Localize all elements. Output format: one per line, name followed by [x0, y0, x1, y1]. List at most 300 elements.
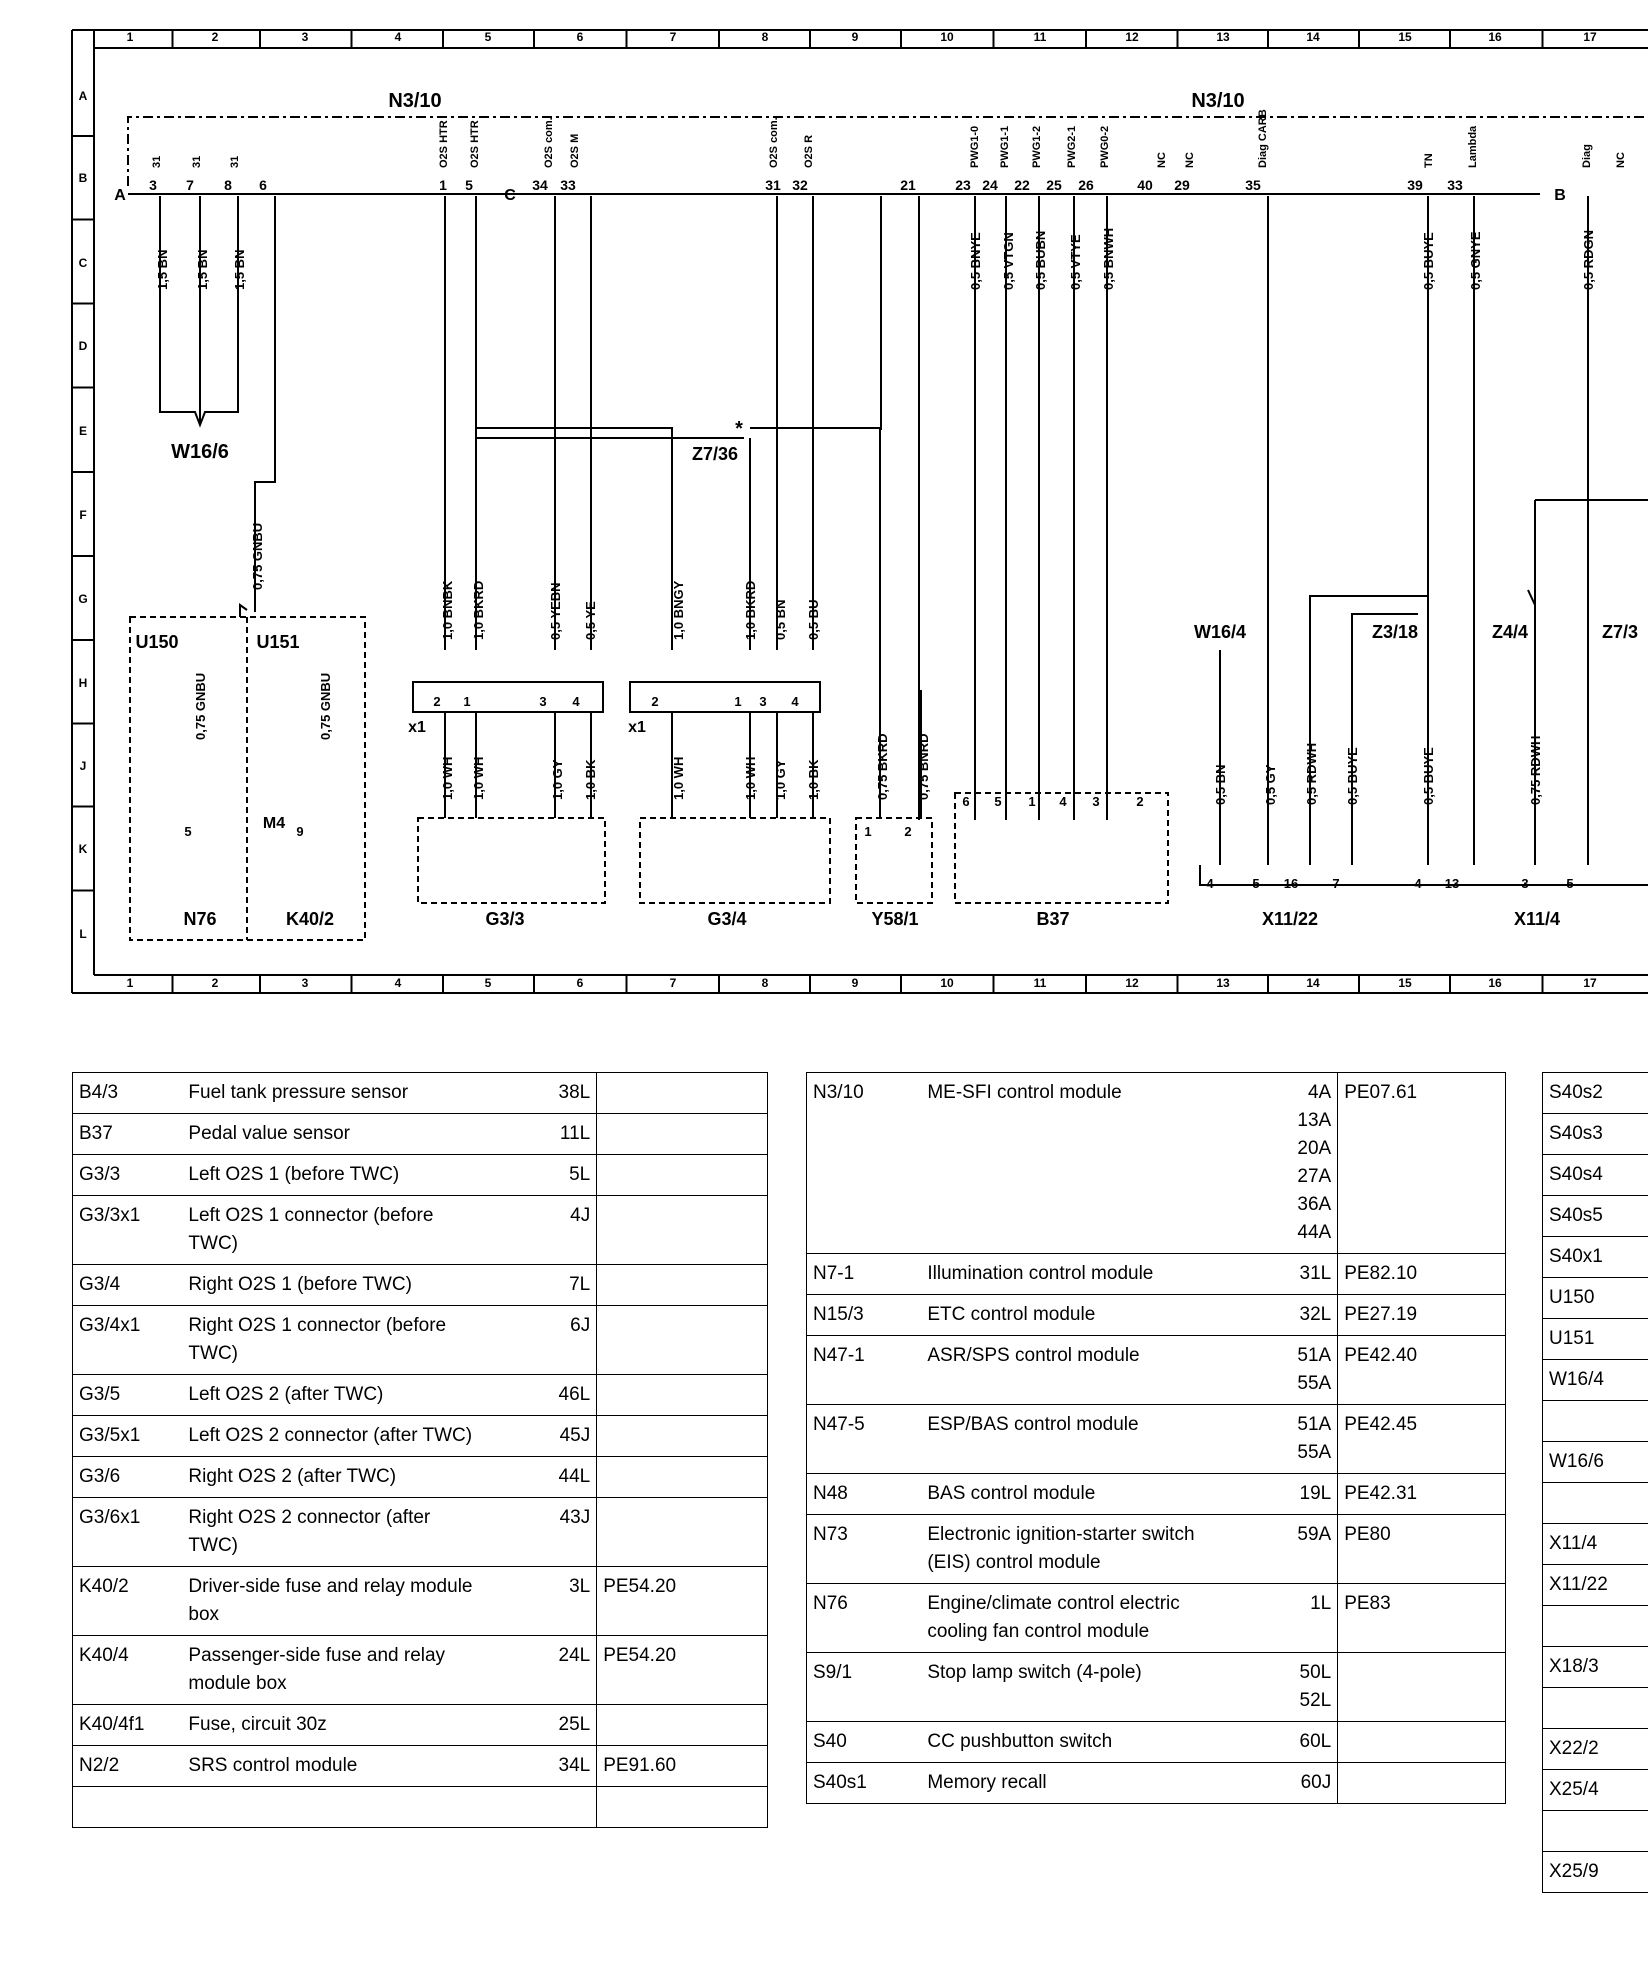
pin-number: 35	[1245, 177, 1261, 193]
pin-number: 32	[792, 177, 808, 193]
legend-code: G3/4	[73, 1265, 183, 1306]
legend-grid-ref-line: 36A	[1297, 1194, 1332, 1215]
pin-function-label: O2S HTR	[438, 120, 450, 168]
terminal-pin-label: 4	[791, 694, 799, 709]
legend-grid-ref	[537, 1746, 597, 1787]
terminal-pin-label: 5	[184, 824, 192, 839]
legend-description	[921, 1653, 1265, 1722]
wire-label: 0,5 BU	[806, 599, 821, 640]
connector-label: x1	[628, 719, 646, 736]
pin-function-label: 31	[191, 155, 203, 168]
legend-grid-ref-line: 4J	[570, 1205, 591, 1226]
grid-row-label: K	[78, 842, 88, 856]
wire-label: 0,5 BUYE	[1345, 747, 1360, 805]
wire-label: 1,0 WH	[671, 756, 686, 800]
legend-page-ref	[597, 1498, 768, 1567]
legend-code: N48	[807, 1474, 922, 1515]
terminal-pin-label: 1	[734, 694, 742, 709]
legend-row	[73, 1705, 768, 1746]
grid-col-label: 12	[1125, 30, 1139, 44]
legend-row	[1543, 1688, 1648, 1729]
wire-label: 0,75 BKRD	[875, 733, 890, 800]
component-label: K40/2	[285, 909, 335, 929]
component-label: Z3/18	[1371, 622, 1419, 642]
legend-code: G3/5	[73, 1375, 183, 1416]
legend-row	[73, 1196, 768, 1265]
pin-function-label: O2S R	[803, 134, 815, 168]
legend-description-line: Right O2S 1 connector (before	[188, 1315, 447, 1336]
legend-code: S40s5	[1543, 1196, 1648, 1237]
pin-number: 8	[224, 177, 232, 193]
legend-page-ref	[597, 1416, 768, 1457]
legend-grid-ref	[537, 1705, 597, 1746]
legend-grid-ref	[1266, 1254, 1338, 1295]
legend-row	[1543, 1647, 1648, 1688]
legend-row	[807, 1763, 1506, 1804]
legend-page-ref: PE54.20	[597, 1567, 768, 1636]
component-label: M4	[262, 815, 286, 832]
legend-description-line: Driver-side fuse and relay module	[188, 1576, 473, 1597]
legend-grid-ref-line: 46L	[558, 1384, 591, 1405]
legend-row	[73, 1155, 768, 1196]
legend-description-line: ME-SFI control module	[927, 1082, 1122, 1103]
legend-description-line: Stop lamp switch (4-pole)	[927, 1662, 1142, 1683]
legend-code: B37	[73, 1114, 183, 1155]
wire-label: 0,5 BN	[1213, 764, 1228, 805]
legend-description	[182, 1705, 536, 1746]
legend-grid-ref	[1266, 1515, 1338, 1584]
wire-label: 0,5 BNYE	[968, 232, 983, 290]
wire-label: 1,0 GY	[550, 759, 565, 800]
wire-label: 1,0 WH	[471, 756, 486, 800]
legend-code: N73	[807, 1515, 922, 1584]
pin-function-label: NC	[1615, 152, 1627, 168]
grid-col-label: 16	[1488, 976, 1502, 990]
legend-code: S40s3	[1543, 1114, 1648, 1155]
legend-grid-ref	[1266, 1295, 1338, 1336]
grid-col-label: 9	[851, 976, 859, 990]
legend-row	[807, 1073, 1506, 1254]
legend-description-line: Right O2S 2 (after TWC)	[188, 1466, 397, 1487]
component-label: Y58/1	[871, 909, 919, 929]
grid-col-label: 8	[761, 30, 769, 44]
pin-number: 31	[765, 177, 781, 193]
legend-code: K40/4f1	[73, 1705, 183, 1746]
wire-label: 1,0 BK	[583, 759, 598, 800]
terminal-pin-label: 4	[1414, 876, 1422, 891]
legend-grid-ref-line: 6J	[570, 1315, 591, 1336]
legend-grid-ref	[537, 1498, 597, 1567]
legend-page-ref: PE83	[1338, 1584, 1506, 1653]
legend-page-ref	[597, 1375, 768, 1416]
pin-function-label: O2S com.	[543, 117, 555, 168]
wire-label: 0,5 VTGN	[1001, 232, 1016, 290]
legend-grid-ref	[1266, 1584, 1338, 1653]
legend-page-ref: PE07.61	[1338, 1073, 1506, 1254]
legend-description	[921, 1295, 1265, 1336]
grid-row-label: C	[78, 256, 88, 270]
wire-label: 0,5 BUYE	[1421, 747, 1436, 805]
terminal-pin-label: 1	[463, 694, 471, 709]
legend-row	[1543, 1729, 1648, 1770]
legend-row	[1543, 1565, 1648, 1606]
legend-table-1	[72, 1072, 768, 1828]
legend-code: N76	[807, 1584, 922, 1653]
legend-grid-ref	[537, 1787, 597, 1828]
pin-number: 40	[1137, 177, 1153, 193]
component-label: Z7/3	[1601, 622, 1639, 642]
pin-number: 26	[1078, 177, 1094, 193]
terminal-pin-label: 5	[994, 794, 1002, 809]
connector-label: x1	[408, 719, 426, 736]
legend-row	[1543, 1811, 1648, 1852]
legend-code: S40	[807, 1722, 922, 1763]
legend-grid-ref	[1266, 1763, 1338, 1804]
legend-grid-ref	[537, 1155, 597, 1196]
legend-page-ref	[597, 1457, 768, 1498]
legend-description-line: module box	[188, 1673, 287, 1694]
legend-description-line: TWC)	[188, 1233, 238, 1254]
legend-description-line: (EIS) control module	[927, 1552, 1101, 1573]
component-label: W16/4	[1193, 622, 1247, 642]
legend-code: N47-5	[807, 1405, 922, 1474]
legend-grid-ref-line: 60J	[1300, 1772, 1332, 1793]
grid-col-label: 10	[940, 30, 954, 44]
legend-grid-ref	[1266, 1722, 1338, 1763]
legend-grid-ref-line: 60L	[1299, 1731, 1332, 1752]
pin-function-label: PWG1-2	[1031, 125, 1043, 168]
legend-row	[73, 1114, 768, 1155]
grid-col-label: 7	[669, 976, 677, 990]
wire-label: 1,5 BN	[155, 249, 170, 290]
grid-col-label: 6	[576, 30, 584, 44]
legend-description	[921, 1336, 1265, 1405]
legend-description-line: ETC control module	[927, 1304, 1096, 1325]
legend-description	[182, 1196, 536, 1265]
legend-grid-ref	[537, 1567, 597, 1636]
legend-row	[807, 1295, 1506, 1336]
legend-description-line: Engine/climate control electric	[927, 1593, 1180, 1614]
wire-label: 0,5 YEBN	[548, 582, 563, 640]
grid-row-label: H	[78, 676, 88, 690]
legend-description-line: Left O2S 1 connector (before	[188, 1205, 434, 1226]
terminal-pin-label: 3	[539, 694, 547, 709]
legend-grid-ref	[537, 1636, 597, 1705]
legend-description-line	[188, 1793, 530, 1821]
pin-function-label: Diag CARB	[1257, 109, 1269, 168]
wire-label: 1,0 BKRD	[471, 580, 486, 640]
legend-row	[73, 1567, 768, 1636]
legend-description	[921, 1254, 1265, 1295]
legend-code: X18/3	[1543, 1647, 1648, 1688]
module-label: N3/10	[388, 90, 442, 112]
legend-row	[807, 1722, 1506, 1763]
legend-description-line: cooling fan control module	[927, 1621, 1150, 1642]
legend-grid-ref	[1266, 1653, 1338, 1722]
grid-col-label: 1	[126, 976, 134, 990]
legend-table-3	[1542, 1072, 1648, 1893]
legend-row	[1543, 1360, 1648, 1401]
legend-description-line: TWC)	[188, 1343, 238, 1364]
legend-grid-ref-line: 1L	[1310, 1593, 1332, 1614]
wire-label: 0,5 YE	[583, 601, 598, 640]
wire-label: 1,0 WH	[743, 756, 758, 800]
legend-description	[182, 1498, 536, 1567]
legend-row	[1543, 1278, 1648, 1319]
legend-page-ref	[597, 1306, 768, 1375]
pin-function-label: O2S HTR	[469, 120, 481, 168]
legend-code	[1543, 1688, 1648, 1729]
terminal-pin-label: 2	[1136, 794, 1144, 809]
legend-row	[807, 1584, 1506, 1653]
component-label: X11/22	[1261, 909, 1319, 929]
wire-label: 1,5 BN	[232, 249, 247, 290]
legend-row	[1543, 1524, 1648, 1565]
legend-description-line: Fuel tank pressure sensor	[188, 1082, 409, 1103]
pin-number: 34	[532, 177, 548, 193]
legend-row	[73, 1636, 768, 1705]
grid-row-label: E	[78, 424, 88, 438]
wire-label: 1,0 GY	[773, 759, 788, 800]
grid-col-label: 3	[301, 30, 309, 44]
legend-row	[807, 1336, 1506, 1405]
legend-row	[807, 1405, 1506, 1474]
legend-code: G3/6	[73, 1457, 183, 1498]
legend-code: K40/2	[73, 1567, 183, 1636]
legend-description	[921, 1474, 1265, 1515]
legend-description-line: SRS control module	[188, 1755, 358, 1776]
legend-grid-ref-line: 25L	[558, 1714, 591, 1735]
pin-number: 29	[1174, 177, 1190, 193]
legend-code: W16/6	[1543, 1442, 1648, 1483]
legend-page-ref: PE54.20	[597, 1636, 768, 1705]
legend-page-ref	[1338, 1763, 1506, 1804]
wire-label: 0,75 RDWH	[1528, 735, 1543, 805]
legend-grid-ref-line: 20A	[1297, 1138, 1332, 1159]
terminal-pin-label: 7	[1332, 876, 1340, 891]
legend-description-line: Left O2S 1 (before TWC)	[188, 1164, 400, 1185]
terminal-pin-label: 9	[296, 824, 304, 839]
terminal-pin-label: 1	[864, 824, 872, 839]
legend-description	[182, 1746, 536, 1787]
legend-page-ref: PE42.45	[1338, 1405, 1506, 1474]
terminal-pin-label: 4	[572, 694, 580, 709]
legend-row	[807, 1515, 1506, 1584]
legend-code: N7-1	[807, 1254, 922, 1295]
pin-number: 21	[900, 177, 916, 193]
terminal-pin-label: 3	[1521, 876, 1529, 891]
legend-code: X25/4	[1543, 1770, 1648, 1811]
wire-label: 1,5 BN	[195, 249, 210, 290]
terminal-pin-label: 16	[1283, 876, 1299, 891]
legend-code: B4/3	[73, 1073, 183, 1114]
legend-description-line: Passenger-side fuse and relay	[188, 1645, 446, 1666]
pin-number: 7	[186, 177, 194, 193]
legend-grid-ref	[537, 1306, 597, 1375]
grid-col-label: 5	[484, 976, 492, 990]
pin-function-label: TN	[1423, 153, 1435, 168]
pin-number: 22	[1014, 177, 1030, 193]
legend-code: N15/3	[807, 1295, 922, 1336]
legend-description-line: CC pushbutton switch	[927, 1731, 1113, 1752]
legend-description	[921, 1073, 1265, 1254]
legend-code: G3/6x1	[73, 1498, 183, 1567]
legend-grid-ref-line: 59A	[1297, 1524, 1332, 1545]
legend-code: G3/5x1	[73, 1416, 183, 1457]
legend-grid-ref	[537, 1114, 597, 1155]
legend-description-line: Fuse, circuit 30z	[188, 1714, 327, 1735]
legend-row	[73, 1416, 768, 1457]
legend-grid-ref	[537, 1375, 597, 1416]
legend-description-line: Right O2S 2 connector (after	[188, 1507, 431, 1528]
wire-label: 0,75 GNBU	[193, 672, 208, 740]
legend-code: N3/10	[807, 1073, 922, 1254]
terminal-pin-label: 6	[962, 794, 970, 809]
wire-label: 0,5 VTYE	[1068, 234, 1083, 290]
legend-row	[1543, 1483, 1648, 1524]
legend-row	[1543, 1770, 1648, 1811]
legend-grid-ref-line: 31L	[1299, 1263, 1332, 1284]
legend-code: S40x1	[1543, 1237, 1648, 1278]
legend-page-ref: PE42.40	[1338, 1336, 1506, 1405]
legend-page-ref: PE80	[1338, 1515, 1506, 1584]
legend-grid-ref-line: 34L	[558, 1755, 591, 1776]
legend-grid-ref-line: 44L	[558, 1466, 591, 1487]
legend-page-ref	[597, 1155, 768, 1196]
legend-row	[73, 1498, 768, 1567]
wire-label: 0,5 GY	[1263, 764, 1278, 805]
legend-code	[1543, 1811, 1648, 1852]
legend-grid-ref-line: 44A	[1297, 1222, 1332, 1243]
grid-col-label: 13	[1216, 30, 1230, 44]
grid-col-label: 2	[211, 30, 219, 44]
grid-row-label: F	[79, 508, 87, 522]
legend-description	[921, 1584, 1265, 1653]
pin-number: 3	[149, 177, 157, 193]
legend-row	[1543, 1319, 1648, 1360]
grid-col-label: 17	[1583, 30, 1597, 44]
legend-description	[182, 1265, 536, 1306]
legend-code	[1543, 1401, 1648, 1442]
grid-row-label: J	[79, 759, 87, 773]
legend-code: K40/4	[73, 1636, 183, 1705]
legend-grid-ref-line: 45J	[559, 1425, 591, 1446]
legend-grid-ref	[537, 1196, 597, 1265]
legend-grid-ref	[537, 1416, 597, 1457]
legend-description	[182, 1155, 536, 1196]
legend-row	[807, 1254, 1506, 1295]
grid-col-label: 16	[1488, 30, 1502, 44]
legend-grid-ref	[537, 1265, 597, 1306]
connector-label: A	[114, 187, 126, 204]
legend-table-2	[806, 1072, 1506, 1804]
legend-page-ref: PE27.19	[1338, 1295, 1506, 1336]
legend-description	[182, 1457, 536, 1498]
grid-row-label: G	[78, 592, 88, 606]
legend-description-line: Right O2S 1 (before TWC)	[188, 1274, 412, 1295]
component-label: G3/4	[707, 909, 747, 929]
terminal-pin-label: 2	[433, 694, 441, 709]
legend-row	[73, 1073, 768, 1114]
grid-col-label: 6	[576, 976, 584, 990]
grid-col-label: 13	[1216, 976, 1230, 990]
legend-grid-ref-line: 51A	[1297, 1414, 1332, 1435]
legend-page-ref	[1338, 1722, 1506, 1763]
grid-row-label: A	[78, 89, 88, 103]
wire-label: 1,0 BNGY	[671, 580, 686, 640]
component-label: U150	[135, 632, 179, 652]
terminal-pin-label: 4	[1059, 794, 1067, 809]
legend-grid-ref-line: 4A	[1307, 1082, 1332, 1103]
legend-row	[73, 1265, 768, 1306]
pin-number: 39	[1407, 177, 1423, 193]
pin-function-label: 31	[151, 155, 163, 168]
legend-page-ref	[597, 1073, 768, 1114]
legend-row	[73, 1457, 768, 1498]
legend-row	[1543, 1155, 1648, 1196]
legend-row	[73, 1787, 768, 1828]
legend-grid-ref	[1266, 1405, 1338, 1474]
legend-code: U150	[1543, 1278, 1648, 1319]
pin-number: 24	[982, 177, 998, 193]
pin-function-label: Diag	[1581, 144, 1593, 168]
legend-grid-ref	[537, 1457, 597, 1498]
legend-grid-ref-line: 27A	[1297, 1166, 1332, 1187]
legend-grid-ref-line: 38L	[558, 1082, 591, 1103]
component-label: U151	[256, 632, 300, 652]
legend-grid-ref-line: 5L	[569, 1164, 591, 1185]
pin-function-label: PWG2-1	[1066, 125, 1078, 168]
grid-col-label: 1	[126, 30, 134, 44]
grid-col-label: 4	[394, 976, 402, 990]
terminal-pin-label: 3	[1092, 794, 1100, 809]
legend-code: N47-1	[807, 1336, 922, 1405]
legend-code: G3/3x1	[73, 1196, 183, 1265]
legend-row	[73, 1375, 768, 1416]
grid-col-label: 2	[211, 976, 219, 990]
legend-code: S40s1	[807, 1763, 922, 1804]
grid-col-label: 10	[940, 976, 954, 990]
legend-grid-ref-line: 52L	[1299, 1690, 1332, 1711]
pin-function-label: PWG1-0	[969, 125, 981, 168]
legend-description-line: TWC)	[188, 1535, 238, 1556]
legend-grid-ref	[1266, 1336, 1338, 1405]
pin-number: 33	[1447, 177, 1463, 193]
legend-description-line: ASR/SPS control module	[927, 1345, 1140, 1366]
pin-function-label: Lambda	[1467, 125, 1479, 168]
legend-code: N2/2	[73, 1746, 183, 1787]
wire-label: 1,0 BK	[806, 759, 821, 800]
legend-description	[182, 1306, 536, 1375]
wire-label: 0,5 BN	[773, 599, 788, 640]
legend-description-line: Left O2S 2 (after TWC)	[188, 1384, 384, 1405]
connector-label: C	[504, 187, 516, 204]
legend-grid-ref-line: 7L	[569, 1274, 591, 1295]
terminal-pin-label: 5	[1566, 876, 1574, 891]
legend-row	[1543, 1073, 1648, 1114]
legend-page-ref: PE42.31	[1338, 1474, 1506, 1515]
grid-col-label: 5	[484, 30, 492, 44]
grid-col-label: 11	[1033, 976, 1047, 990]
legend-grid-ref-line	[543, 1793, 590, 1821]
legend-grid-ref-line: 55A	[1297, 1442, 1332, 1463]
component-label: G3/3	[485, 909, 525, 929]
legend-row	[1543, 1114, 1648, 1155]
module-label: N3/10	[1191, 90, 1245, 112]
pin-number: 23	[955, 177, 971, 193]
wire-label: 0,75 GNBU	[250, 522, 265, 590]
component-label: Z4/4	[1491, 622, 1529, 642]
